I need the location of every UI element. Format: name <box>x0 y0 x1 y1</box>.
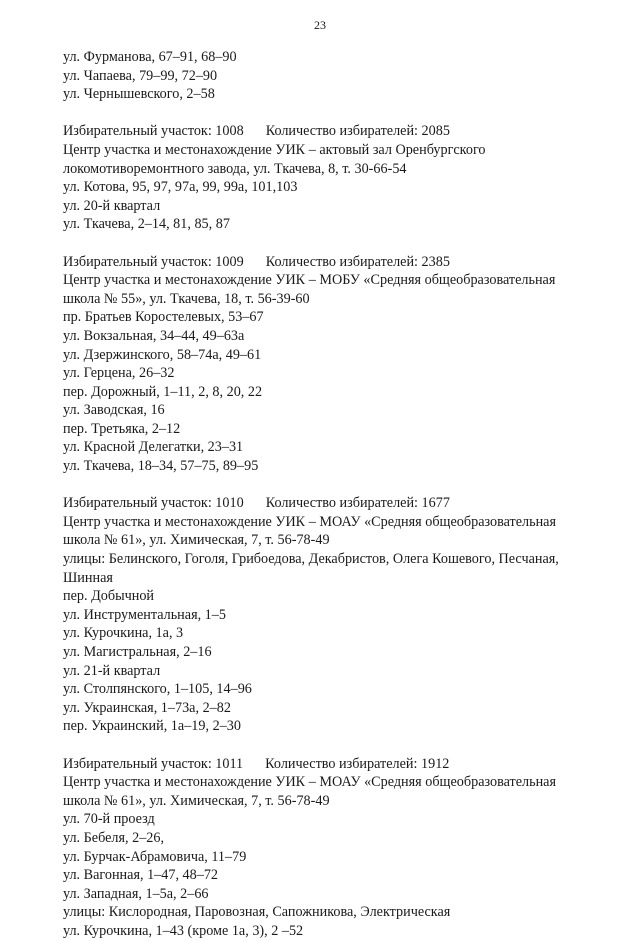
precinct-header <box>63 122 623 141</box>
street-line: ул. Вокзальная, 34–44, 49–63а <box>63 327 245 344</box>
street-line: ул. Чапаева, 79–99, 72–90 <box>63 67 218 84</box>
street-line: улицы: Белинского, Гоголя, Грибоедова, Декабристов, Олега Кошевого, Песчаная, <box>63 551 559 568</box>
street-line: ул. Красной Делегатки, 23–31 <box>63 439 244 456</box>
street-line: ул. Котова, 95, 97, 97а, 99, 99а, 101,103 <box>63 179 298 196</box>
street-line: ул. 21-й квартал <box>63 662 161 679</box>
center-location-line: Центр участка и местонахождение УИК – МОБУ «Средняя общеобразовательная <box>63 272 556 289</box>
voter-count: Количество избирателей: 1912 <box>265 755 450 772</box>
street-line: улицы: Кислородная, Паровозная, Сапожникова, Электрическая <box>63 904 451 921</box>
center-location-line: Центр участка и местонахождение УИК – актовый зал Оренбургского <box>63 141 486 158</box>
page-number: 23 <box>314 18 326 32</box>
center-location-line: школа № 55», ул. Ткачева, 18, т. 56-39-60 <box>63 290 310 307</box>
precinct-header <box>63 755 623 774</box>
intro-block <box>63 48 623 104</box>
precinct-number: Избирательный участок: 1009 <box>63 253 244 270</box>
center-location-line: локомотиворемонтного завода, ул. Ткачева, 8, т. 30-66-54 <box>63 160 407 177</box>
precinct-section-1011 <box>63 755 623 941</box>
precinct-number: Избирательный участок: 1008 <box>63 123 244 140</box>
street-line: ул. Дзержинского, 58–74а, 49–61 <box>63 346 262 363</box>
street-line: ул. Магистральная, 2–16 <box>63 644 212 660</box>
document-body <box>63 48 623 941</box>
precinct-section-1008 <box>63 122 623 234</box>
street-line: ул. Столпянского, 1–105, 14–96 <box>63 681 252 698</box>
street-line: пер. Украинский, 1а–19, 2–30 <box>63 718 241 735</box>
street-line: пер. Дорожный, 1–11, 2, 8, 20, 22 <box>63 383 263 400</box>
street-line: ул. Фурманова, 67–91, 68–90 <box>63 49 237 65</box>
street-line: пр. Братьев Коростелевых, 53–67 <box>63 309 264 326</box>
voter-count: Количество избирателей: 2085 <box>265 123 450 140</box>
street-line: ул. Чернышевского, 2–58 <box>63 86 215 103</box>
voter-count: Количество избирателей: 1677 <box>265 495 450 512</box>
street-line: ул. Вагонная, 1–47, 48–72 <box>63 867 219 884</box>
street-line: Шинная <box>63 569 113 586</box>
street-line: ул. 20-й квартал <box>63 197 161 214</box>
street-line: пер. Добычной <box>63 588 155 605</box>
street-line: ул. Ткачева, 18–34, 57–75, 89–95 <box>63 458 259 475</box>
street-line: ул. Ткачева, 2–14, 81, 85, 87 <box>63 216 230 233</box>
center-location-line: школа № 61», ул. Химическая, 7, т. 56-78-49 <box>63 532 330 549</box>
street-line: ул. Украинская, 1–73а, 2–82 <box>63 699 231 716</box>
precinct-number: Избирательный участок: 1011 <box>63 755 244 772</box>
street-line: ул. Бебеля, 2–26, <box>63 829 165 846</box>
street-line: ул. Герцена, 26–32 <box>63 365 175 382</box>
street-line: ул. 70-й проезд <box>63 811 155 828</box>
street-line: ул. Инструментальная, 1–5 <box>63 606 226 623</box>
precinct-number: Избирательный участок: 1010 <box>63 495 244 512</box>
street-line: ул. Западная, 1–5а, 2–66 <box>63 885 209 902</box>
precinct-header <box>63 494 623 513</box>
voter-count: Количество избирателей: 2385 <box>265 253 450 270</box>
street-line: ул. Заводская, 16 <box>63 402 165 419</box>
precinct-header <box>63 253 623 272</box>
precinct-section-1009 <box>63 253 623 476</box>
street-line: пер. Третьяка, 2–12 <box>63 420 181 437</box>
center-location-line: Центр участка и местонахождение УИК – МОАУ «Средняя общеобразовательная <box>63 774 557 791</box>
precinct-section-1010 <box>63 494 623 736</box>
street-line: ул. Курочкина, 1–43 (кроме 1а, 3), 2 –52 <box>63 922 304 939</box>
street-line: ул. Бурчак-Абрамовича, 11–79 <box>63 848 247 865</box>
center-location-line: школа № 61», ул. Химическая, 7, т. 56-78-49 <box>63 792 330 809</box>
street-line: ул. Курочкина, 1а, 3 <box>63 625 184 642</box>
center-location-line: Центр участка и местонахождение УИК – МОАУ «Средняя общеобразовательная <box>63 513 557 530</box>
